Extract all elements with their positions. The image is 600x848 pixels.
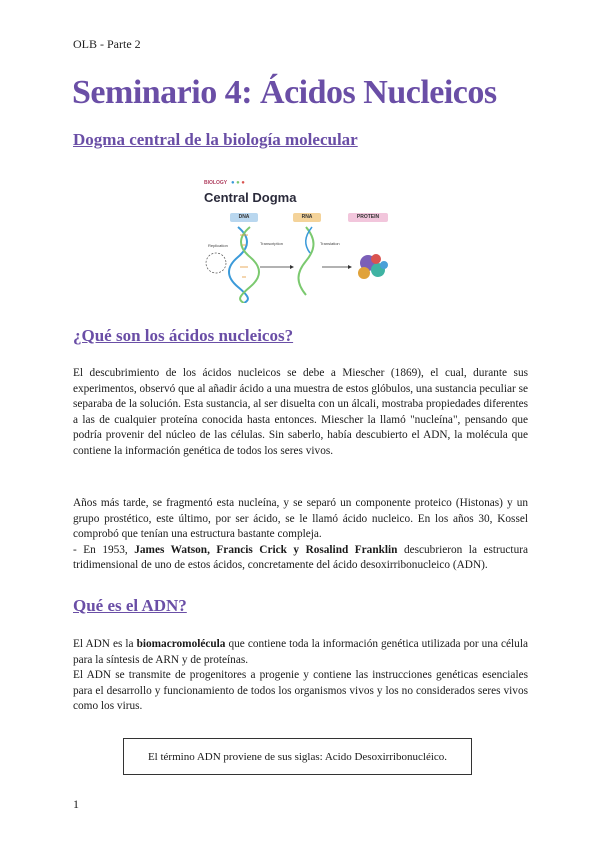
paragraph-history (73, 496, 528, 574)
paragraph-text: Años más tarde, se fragmentó esta nucleína, y se separó un componente proteico (Histonas) y un grupo prostético, este último, por ser ácido, se le llamó ácido nucleico. En los años 30, Kossel comprobó que tenían una estructura bastante compleja. (73, 497, 528, 541)
figure-tag-rna: RNA (293, 213, 321, 222)
paragraph-text: El ADN se transmite de progenitores a progenie y contiene las instrucciones genéticas esenciales para el desarrollo y funcionamiento de todos los organismos vivos y los no considerados seres vivos como los virus. (73, 669, 528, 713)
dna-helix-icon (229, 227, 259, 303)
text-segment: descubrieron la estructura tridimensional de uno de estos ácidos, concretamente del ácido desoxirribonucleico (ADN). (73, 543, 528, 572)
central-dogma-figure (198, 175, 398, 303)
figure-tag-dna: DNA (230, 213, 258, 222)
figure-label-translation: Translation (320, 241, 340, 246)
paragraph-miescher (73, 366, 528, 460)
paragraph-watson-crick (73, 543, 528, 574)
figure-dots-icon: ● ● ● (231, 180, 245, 186)
section-heading-what-are-nucleic-acids: ¿Qué son los ácidos nucleicos? (73, 326, 294, 345)
scientists-names: James Watson, Francis Crick y Rosalind Franklin (134, 543, 398, 556)
page-title: Seminario 4: Ácidos Nucleicos (72, 74, 497, 111)
section-heading-central-dogma: Dogma central de la biología molecular (73, 130, 358, 149)
text-segment: que contiene toda la información genética utilizada por una célula para la síntesis de ARN y de proteínas. (73, 638, 528, 666)
section-heading-what-is-dna: Qué es el ADN? (73, 596, 187, 615)
figure-tag-protein: PROTEIN (348, 213, 388, 222)
callout-box: El término ADN proviene de sus siglas: Acido Desoxirribonucléico. (123, 738, 472, 775)
page-number: 1 (73, 797, 79, 811)
text-segment: - En 1953, (73, 543, 135, 556)
figure-title: Central Dogma (204, 190, 297, 205)
paragraph-text: El descubrimiento de los ácidos nucleicos se debe a Miescher (1869), el cual, durante sus experimentos, observó que al añadir ácido a una muestra de estos glóbulos, una sustancia peculiar se separaba de la solución. Esta sustancia, al ser disuelta con un álcali, mostraba propiedades diferentes a las de cualquier proteína conocida hasta entonces. Miescher la llamó "nucleína", pensando que podría provenir del núcleo de las células. Sin saberlo, había descubierto el ADN, la molécula que contiene la información genética de todos los seres vivos. (73, 367, 528, 457)
paragraph-text (73, 637, 528, 668)
figure-illustration (198, 175, 398, 303)
protein-structure-icon (358, 254, 388, 279)
figure-biology-label: BIOLOGY (204, 180, 228, 186)
paragraph-dna-definition (73, 637, 528, 715)
figure-label-transcription: Transcription (260, 241, 283, 246)
page-header: OLB - Parte 2 (73, 37, 141, 51)
figure-label-replication: Replication (208, 243, 228, 248)
text-segment: El ADN es la (73, 638, 137, 650)
replication-circle-icon (206, 253, 226, 273)
biomacromolecule-term: biomacromolécula (136, 638, 226, 650)
